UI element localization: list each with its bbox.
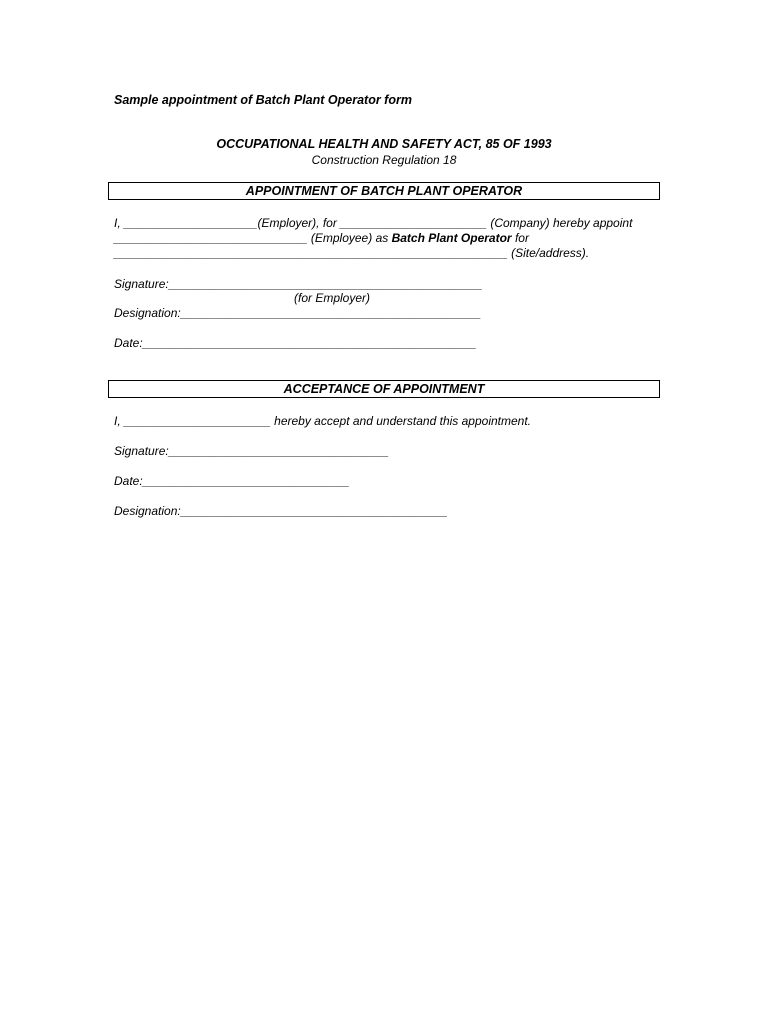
- batch-plant-operator-role: Batch Plant Operator: [391, 231, 512, 245]
- document-title: Sample appointment of Batch Plant Operator form: [114, 93, 412, 107]
- appointment-line-3: ___________________________________________________________ (Site/address).: [114, 246, 590, 260]
- appointment-date-field: Date:__________________________________________________: [114, 336, 477, 350]
- appointment-line-2-pre: _____________________________ (Employee) as: [114, 231, 392, 245]
- for-employer-note: (for Employer): [294, 291, 371, 305]
- appointment-signature-field: Signature:_______________________________________________: [114, 277, 483, 291]
- acceptance-signature-field: Signature:_________________________________: [114, 444, 389, 458]
- acceptance-line-1: I, ______________________ hereby accept and understand this appointment.: [114, 414, 531, 428]
- regulation-subtitle: Construction Regulation 18: [311, 153, 457, 167]
- acceptance-designation-field: Designation:________________________________________: [114, 504, 448, 518]
- appointment-line-2-post: for: [511, 231, 529, 245]
- appointment-line-1: I, ____________________(Employer), for ______________________ (Company) hereby appoint: [114, 216, 633, 230]
- acceptance-date-field: Date:_______________________________: [114, 474, 350, 488]
- appointment-designation-field: Designation:_____________________________________________: [114, 306, 482, 320]
- act-title: OCCUPATIONAL HEALTH AND SAFETY ACT, 85 OF 1993: [216, 137, 552, 151]
- appointment-line-2: [114, 231, 529, 245]
- appointment-heading: APPOINTMENT OF BATCH PLANT OPERATOR: [108, 182, 660, 200]
- acceptance-heading: ACCEPTANCE OF APPOINTMENT: [108, 380, 660, 398]
